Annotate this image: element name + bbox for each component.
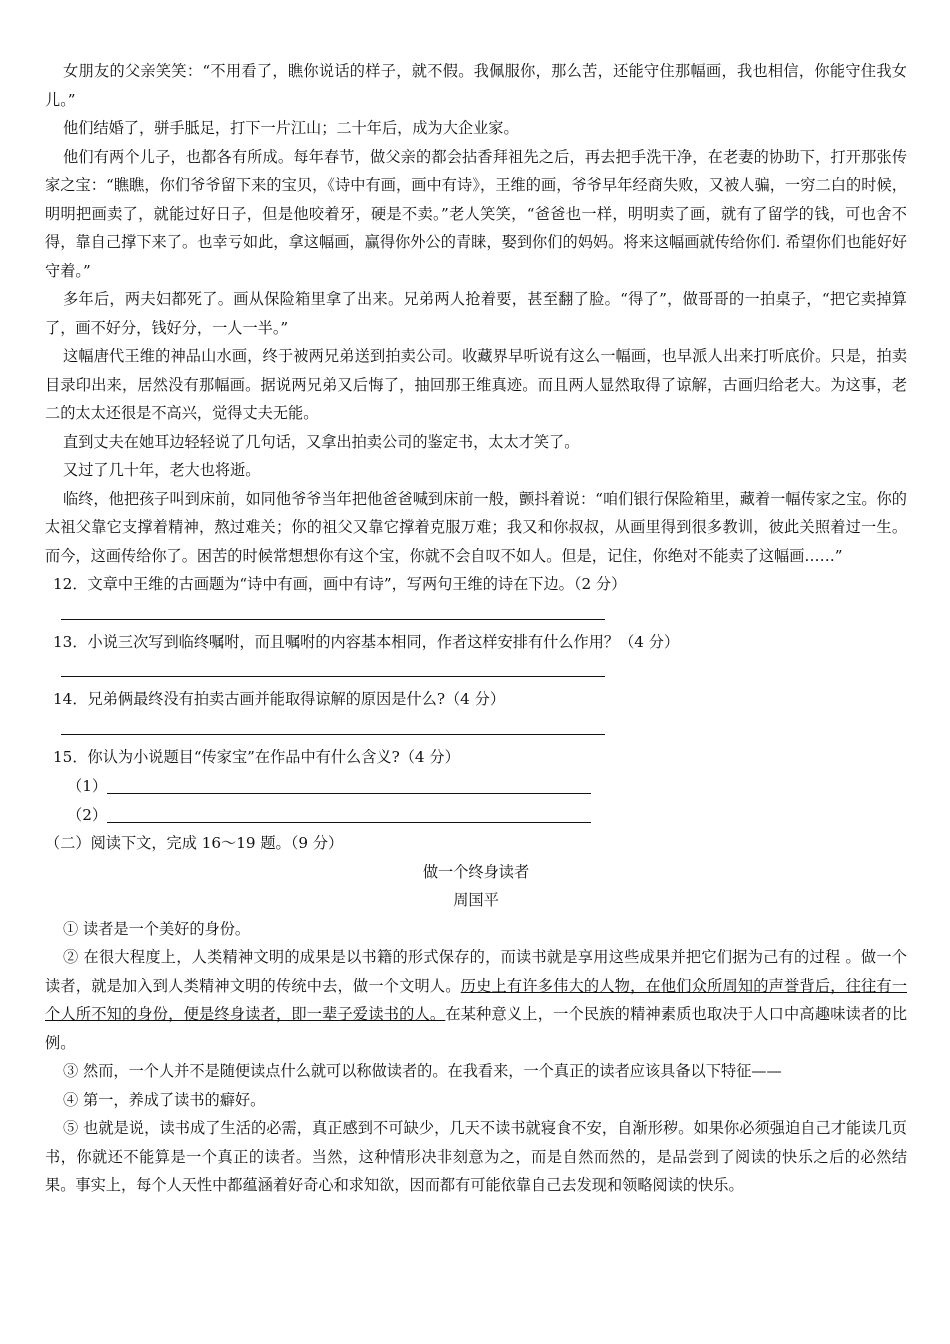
document-page bbox=[45, 57, 907, 1200]
article-title: 做一个终身读者 bbox=[422, 862, 530, 881]
question-13: 13．小说三次写到临终嘱咐，而且嘱咐的内容基本相同，作者这样安排有什么作用？（4 分） bbox=[53, 632, 680, 651]
answer-line-15-2[interactable] bbox=[107, 804, 591, 823]
answer-label-15-2: （2） bbox=[67, 805, 108, 824]
article-paragraph-4: ④ 第一，养成了读书的癖好。 bbox=[63, 1090, 266, 1109]
story-paragraph-6: 直到丈夫在她耳边轻轻说了几句话，又拿出拍卖公司的鉴定书，太太才笑了。 bbox=[63, 432, 580, 451]
question-12: 12．文章中王维的古画题为“诗中有画，画中有诗”，写两句王维的诗在下边。（2 分） bbox=[53, 575, 627, 593]
story-paragraph-1: 女朋友的父亲笑笑：“不用看了，瞧你说话的样子，就不假。我佩服你，那么苦，还能守住那幅画，我也相信，你能守住我女儿。” bbox=[45, 62, 907, 109]
answer-line-15-1[interactable] bbox=[107, 775, 591, 794]
answer-line-12[interactable] bbox=[61, 599, 605, 620]
story-paragraph-2: 他们结婚了，骈手胝足，打下一片江山；二十年后，成为大企业家。 bbox=[63, 119, 519, 137]
article-paragraph-1: ① 读者是一个美好的身份。 bbox=[63, 919, 251, 938]
story-paragraph-4: 多年后，两夫妇都死了。画从保险箱里拿了出来。兄弟两人抢着要，甚至翻了脸。“得了”，做哥哥的一拍桌子，“把它卖掉算了，画不好分，钱好分，一人一半。” bbox=[45, 290, 907, 337]
article-author: 周国平 bbox=[453, 891, 499, 909]
story-paragraph-8: 临终，他把孩子叫到床前，如同他爷爷当年把他爸爸喊到床前一般，颤抖着说：“咱们银行保险箱里，藏着一幅传家之宝。你的太祖父靠它支撑着精神，熬过难关；你的祖父又靠它撑着克服万难；我又和你叔叔，从画里得到很多教训，彼此关照着过一生。而今，这画传给你了。困苦的时候常想想你有这个宝，你就不会自叹不如人。但是，记住，你绝对不能卖了这幅画……” bbox=[45, 489, 907, 565]
answer-row-15-1 bbox=[67, 771, 907, 800]
article-paragraph-2-text-b: 在某种意义上，一个民族的精神素质也取决于人口中高趣味读者的比例。 bbox=[45, 1005, 908, 1052]
answer-label-15-1: （1） bbox=[67, 776, 108, 795]
story-paragraph-7: 又过了几十年，老大也将逝。 bbox=[63, 461, 261, 479]
section-2-heading: （二）阅读下文，完成 16～19 题。（9 分） bbox=[45, 834, 344, 852]
article-paragraph-3: ③ 然而，一个人并不是随便读点什么就可以称做读者的。在我看来，一个真正的读者应该具备以下特征—— bbox=[63, 1062, 782, 1080]
article-paragraph-5: ⑤ 也就是说，读书成了生活的必需，真正感到不可缺少，几天不读书就寝食不安，自渐形秽。如果你必须强迫自己才能读几页书，你就还不能算是一个真正的读者。当然，这种情形决非刻意为之，而是自然而然的，是品尝到了阅读的快乐之后的必然结果。事实上，每个人天性中都蕴涵着好奇心和求知欲，因而都有可能依靠自己去发现和领略阅读的快乐。 bbox=[45, 1119, 907, 1194]
article-paragraph-2 bbox=[45, 943, 907, 1057]
answer-row-15-2 bbox=[67, 800, 907, 829]
answer-line-13[interactable] bbox=[61, 656, 605, 677]
question-15: 15．你认为小说题目“传家宝”在作品中有什么含义?（4 分） bbox=[53, 747, 460, 766]
article-paragraph-2-underlined: 历史上有许多伟大的人物，在他们众所周知的声誉背后，往往有一个人所不知的身份，便是终身读者，即一辈子爱读书的人。 bbox=[45, 976, 908, 1023]
story-paragraph-3: 他们有两个儿子，也都各有所成。每年春节，做父亲的都会拈香拜祖先之后，再去把手洗干净，在老妻的协助下，打开那张传家之宝：“瞧瞧，你们爷爷留下来的宝贝，《诗中有画，画中有诗》，王维的画，爷爷早年经商失败，又被人骗，一穷二白的时候，明明把画卖了，就能过好日子，但是他咬着牙，硬是不卖。”老人笑笑，“爸爸也一样，明明卖了画，就有了留学的钱，可也舍不得，靠自己撑下来了。也幸亏如此，拿这幅画，赢得你外公的青睐，娶到你们的妈妈。将来这幅画就传给你们. 希望你们也能好好守着。” bbox=[45, 147, 907, 280]
answer-line-14[interactable] bbox=[61, 714, 605, 735]
story-paragraph-5: 这幅唐代王维的神品山水画，终于被两兄弟送到拍卖公司。收藏界早听说有这么一幅画，也早派人出来打听底价。只是，拍卖目录印出来，居然没有那幅画。据说两兄弟又后悔了，抽回那王维真迹。而且两人显然取得了谅解，古画归给老大。为这事，老二的太太还很是不高兴，觉得丈夫无能。 bbox=[45, 347, 907, 422]
question-14: 14．兄弟俩最终没有拍卖古画并能取得谅解的原因是什么?（4 分） bbox=[53, 690, 506, 708]
article-paragraph-2-text-a: ② 在很大程度上，人类精神文明的成果是以书籍的形式保存的，而读书就是享用这些成果并把它们据为己有的过程 。做一个读者，就是加入到人类精神文明的传统中去，做一个文明人。 bbox=[45, 948, 907, 995]
